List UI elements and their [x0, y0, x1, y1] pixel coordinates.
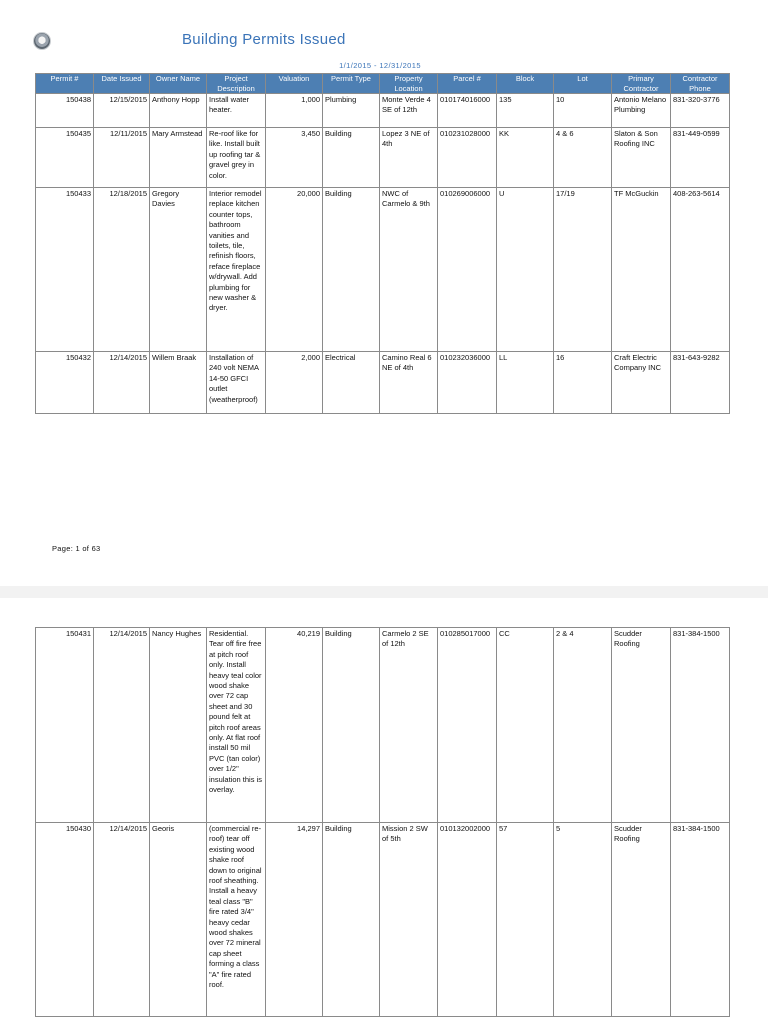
owner-name: Anthony Hopp — [150, 94, 207, 128]
parcel-number: 010232036000 — [438, 352, 497, 414]
lot: 5 — [554, 823, 612, 1017]
valuation: 40,219 — [266, 628, 323, 823]
primary-contractor: Slaton & Son Roofing INC — [612, 128, 671, 188]
primary-contractor: TF McGuckin — [612, 188, 671, 352]
col-header: Property Location — [380, 74, 438, 94]
parcel-number: 010132002000 — [438, 823, 497, 1017]
project-description: Residential. Tear off fire free at pitch roof only. Install heavy teal color wood shake over 72 cap sheet and 30 pound felt at pitch roof areas only. At flat roof install 50 mil PVC (tan color) over 1/2" insulation this is overlay. — [207, 628, 266, 823]
permit-number: 150435 — [36, 128, 94, 188]
contractor-phone: 831-643-9282 — [671, 352, 730, 414]
col-header: Parcel # — [438, 74, 497, 94]
col-header: Owner Name — [150, 74, 207, 94]
col-header: Primary Contractor — [612, 74, 671, 94]
lot: 16 — [554, 352, 612, 414]
permit-type: Building — [323, 823, 380, 1017]
primary-contractor: Scudder Roofing — [612, 628, 671, 823]
block: CC — [497, 628, 554, 823]
parcel-number: 010269006000 — [438, 188, 497, 352]
date-issued: 12/14/2015 — [94, 352, 150, 414]
permit-number: 150433 — [36, 188, 94, 352]
date-issued: 12/14/2015 — [94, 628, 150, 823]
permit-type: Building — [323, 128, 380, 188]
owner-name: Georis — [150, 823, 207, 1017]
property-location: Monte Verde 4 SE of 12th — [380, 94, 438, 128]
property-location: Camino Real 6 NE of 4th — [380, 352, 438, 414]
block: 135 — [497, 94, 554, 128]
report-title: Building Permits Issued — [182, 31, 346, 48]
date-issued: 12/15/2015 — [94, 94, 150, 128]
owner-name: Mary Armstead — [150, 128, 207, 188]
permit-type: Building — [323, 188, 380, 352]
contractor-phone: 831-384-1500 — [671, 628, 730, 823]
table-row — [36, 188, 730, 352]
lot: 2 & 4 — [554, 628, 612, 823]
lot: 4 & 6 — [554, 128, 612, 188]
valuation: 14,297 — [266, 823, 323, 1017]
date-issued: 12/11/2015 — [94, 128, 150, 188]
contractor-phone: 831-384-1500 — [671, 823, 730, 1017]
primary-contractor: Antonio Melano Plumbing — [612, 94, 671, 128]
col-header: Contractor Phone — [671, 74, 730, 94]
block: U — [497, 188, 554, 352]
permits-table-continued — [35, 627, 730, 1017]
permit-type: Electrical — [323, 352, 380, 414]
block: LL — [497, 352, 554, 414]
permit-number: 150431 — [36, 628, 94, 823]
parcel-number: 010285017000 — [438, 628, 497, 823]
owner-name: Gregory Davies — [150, 188, 207, 352]
col-header: Project Description — [207, 74, 266, 94]
permit-type: Building — [323, 628, 380, 823]
table-header-row — [36, 74, 730, 94]
col-header: Permit # — [36, 74, 94, 94]
project-description: Install water heater. — [207, 94, 266, 128]
property-location: NWC of Carmelo & 9th — [380, 188, 438, 352]
valuation: 2,000 — [266, 352, 323, 414]
permit-number: 150438 — [36, 94, 94, 128]
permit-type: Plumbing — [323, 94, 380, 128]
table-row — [36, 352, 730, 414]
parcel-number: 010231028000 — [438, 128, 497, 188]
parcel-number: 010174016000 — [438, 94, 497, 128]
valuation: 3,450 — [266, 128, 323, 188]
lot: 10 — [554, 94, 612, 128]
block: 57 — [497, 823, 554, 1017]
primary-contractor: Scudder Roofing — [612, 823, 671, 1017]
block: KK — [497, 128, 554, 188]
report-page-2 — [0, 598, 768, 1024]
valuation: 20,000 — [266, 188, 323, 352]
permit-number: 150432 — [36, 352, 94, 414]
property-location: Mission 2 SW of 5th — [380, 823, 438, 1017]
col-header: Permit Type — [323, 74, 380, 94]
owner-name: Nancy Hughes — [150, 628, 207, 823]
seal-icon — [34, 33, 50, 49]
page-number: Page: 1 of 63 — [52, 544, 101, 553]
contractor-phone: 831-320-3776 — [671, 94, 730, 128]
project-description: (commercial re-roof) tear off existing wood shake roof down to original roof sheathing. Install a heavy teal class "B" fire rated 3/4" heavy cedar wood shakes over 72 mineral cap sheet forming a class "A" fire rated roof. — [207, 823, 266, 1017]
table-row — [36, 823, 730, 1017]
col-header: Lot — [554, 74, 612, 94]
project-description: Installation of 240 volt NEMA 14-50 GFCI outlet (weatherproof) — [207, 352, 266, 414]
owner-name: Willem Braak — [150, 352, 207, 414]
date-issued: 12/14/2015 — [94, 823, 150, 1017]
property-location: Lopez 3 NE of 4th — [380, 128, 438, 188]
contractor-phone: 408-263-5614 — [671, 188, 730, 352]
permit-number: 150430 — [36, 823, 94, 1017]
table-row — [36, 128, 730, 188]
primary-contractor: Craft Electric Company INC — [612, 352, 671, 414]
permits-table — [35, 73, 730, 414]
col-header: Valuation — [266, 74, 323, 94]
contractor-phone: 831-449-0599 — [671, 128, 730, 188]
table-row — [36, 94, 730, 128]
col-header: Block — [497, 74, 554, 94]
valuation: 1,000 — [266, 94, 323, 128]
col-header: Date Issued — [94, 74, 150, 94]
property-location: Carmelo 2 SE of 12th — [380, 628, 438, 823]
date-range: 1/1/2015 - 12/31/2015 — [339, 61, 421, 70]
lot: 17/19 — [554, 188, 612, 352]
project-description: Interior remodel replace kitchen counter tops, bathroom vanities and toilets, tile, refinish floors, reface fireplace w/drywall. Add plumbing for new washer & dryer. — [207, 188, 266, 352]
table-row — [36, 628, 730, 823]
date-issued: 12/18/2015 — [94, 188, 150, 352]
project-description: Re-roof like for like. Install built up roofing tar & gravel grey in color. — [207, 128, 266, 188]
